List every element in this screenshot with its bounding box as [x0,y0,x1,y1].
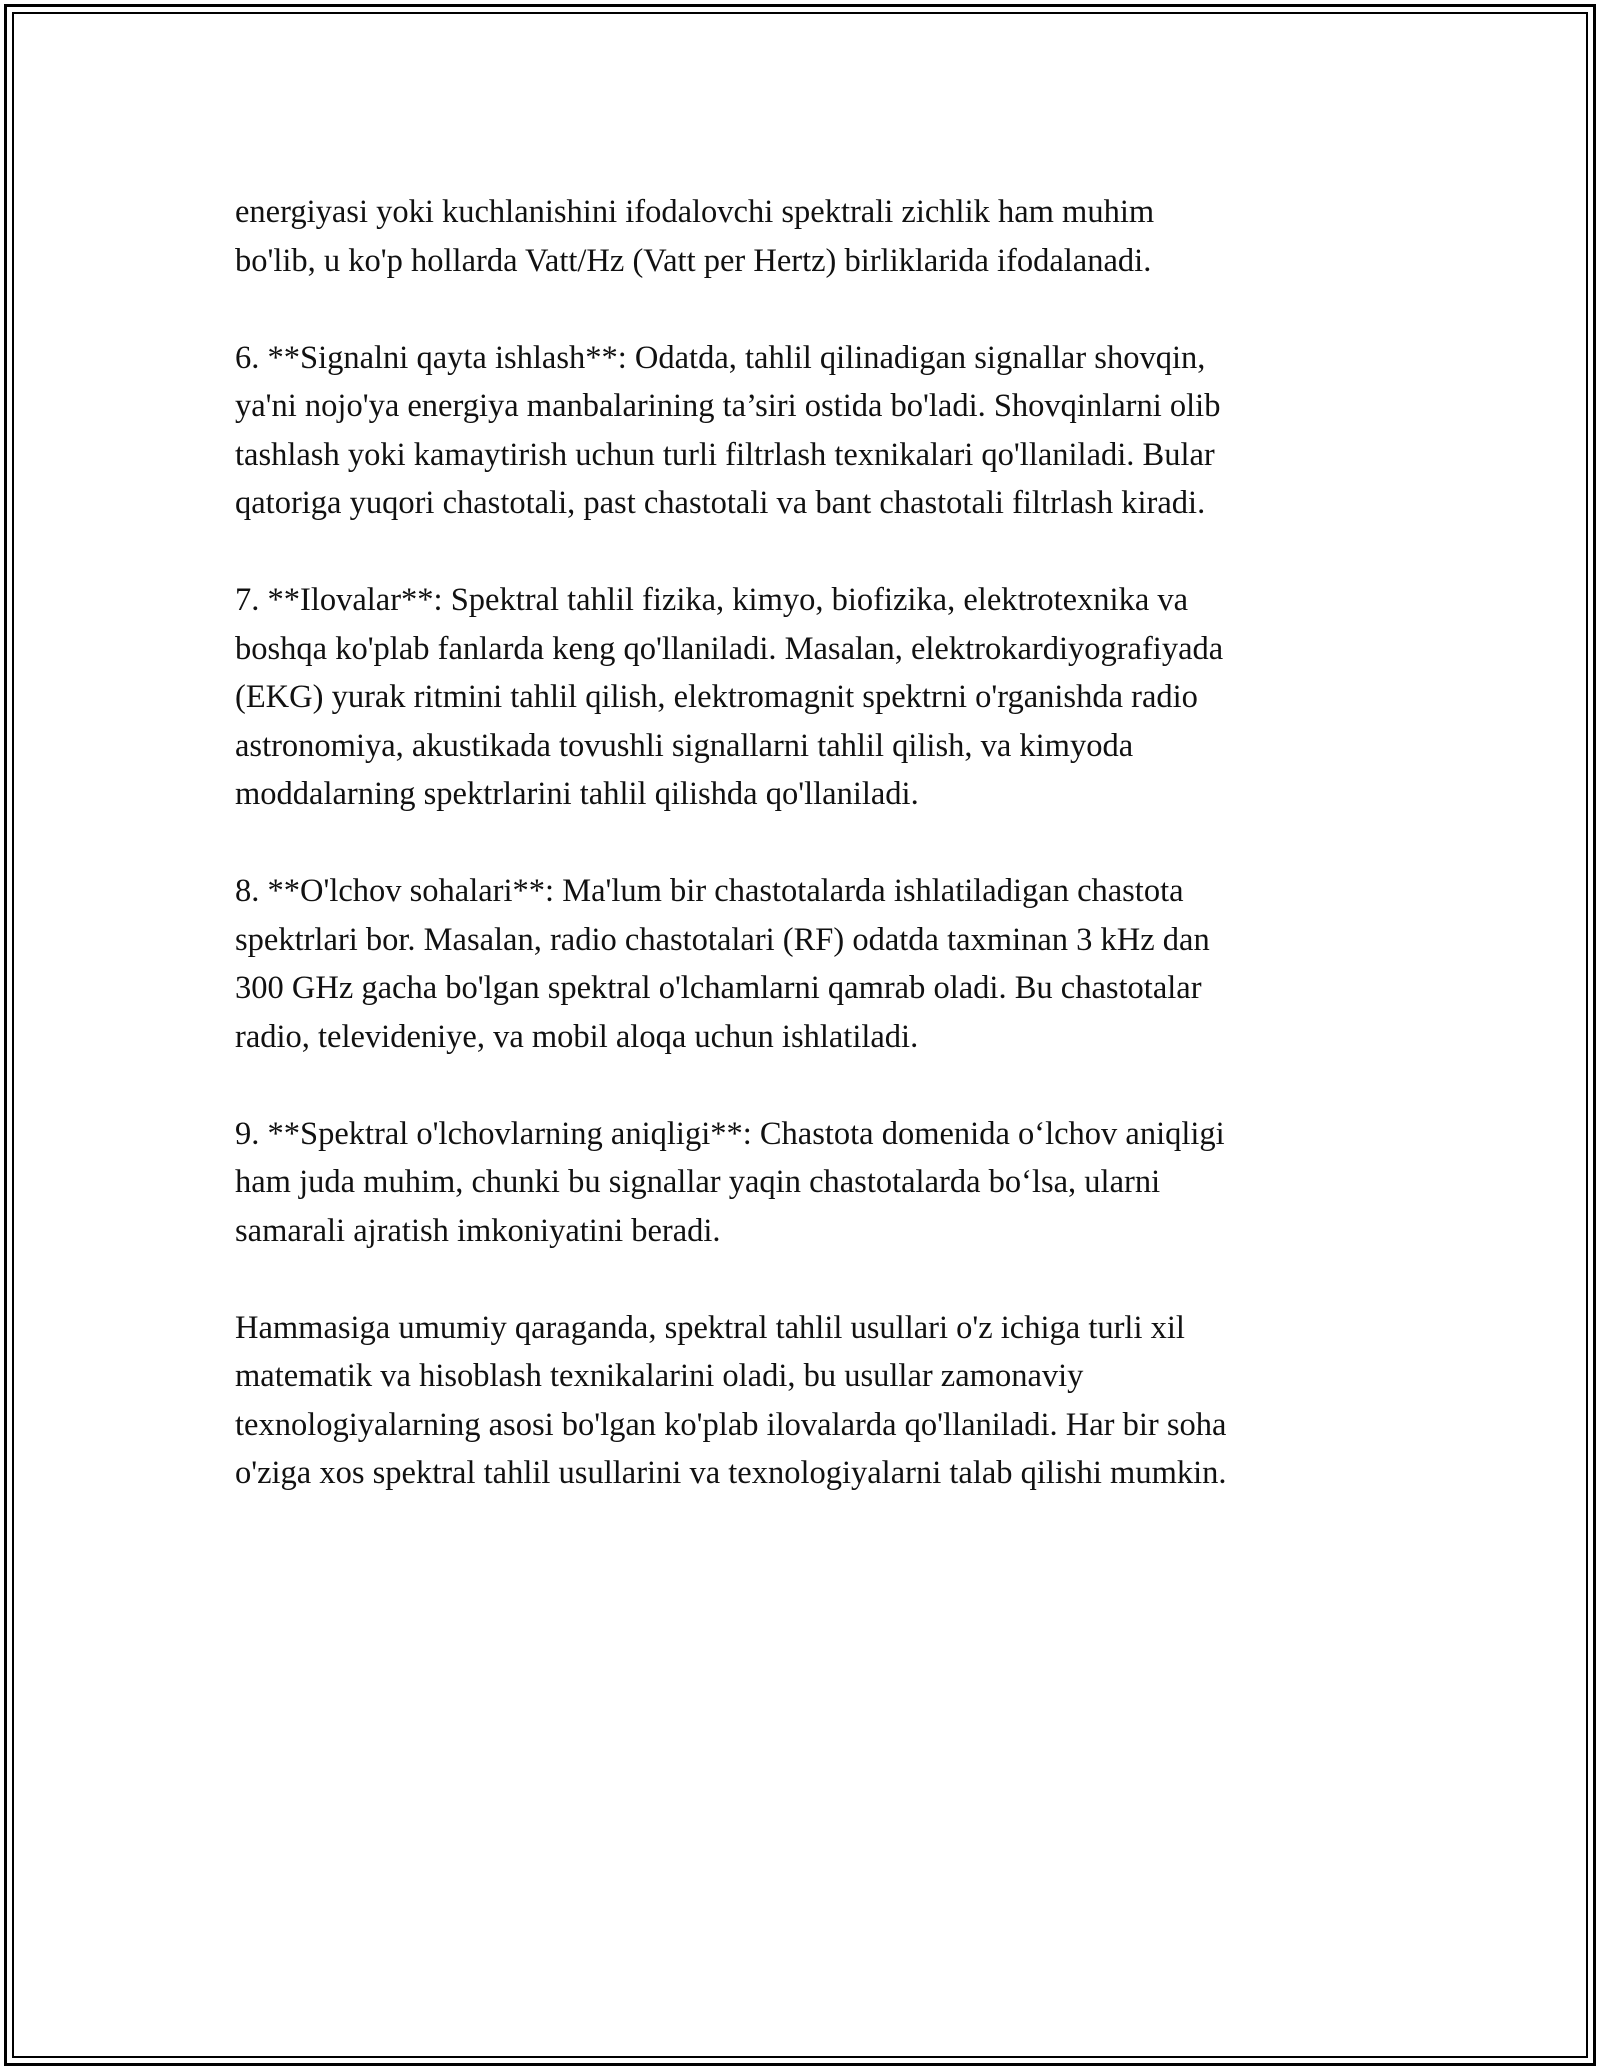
text-line: (EKG) yurak ritmini tahlil qilish, elektromagnit spektrni o'rganishda radio [235,679,1198,715]
text-line: 7. **Ilovalar**: Spektral tahlil fizika, kimyo, biofizika, elektrotexnika va [235,582,1189,618]
paragraph-measurement-accuracy [235,1110,1385,1256]
text-line: matematik va hisoblash texnikalarini oladi, bu usullar zamonaviy [235,1358,1084,1394]
text-line: spektrlari bor. Masalan, radio chastotalari (RF) odatda taxminan 3 kHz dan [235,921,1210,958]
text-line: tashlash yoki kamaytirish uchun turli filtrlash texnikalari qo'llaniladi. Bular [235,436,1215,473]
text-line: bo'lib, u ko'p hollarda Vatt/Hz (Vatt per Hertz) birliklarida ifodalanadi. [235,242,1152,279]
text-line: 300 GHz gacha bo'lgan spektral o'lchamlarni qamrab oladi. Bu chastotalar [235,970,1202,1006]
paragraph-signal-processing [235,334,1385,528]
text-line: Hammasiga umumiy qaraganda, spektral tahlil usullari o'z ichiga turli xil [235,1309,1185,1346]
paragraph-spectral-density [235,188,1385,285]
text-line: radio, televideniye, va mobil aloqa uchun ishlatiladi. [235,1018,919,1055]
text-line: energiyasi yoki kuchlanishini ifodalovchi spektrali zichlik ham muhim [235,194,1155,230]
text-line: samarali ajratish imkoniyatini beradi. [235,1212,721,1249]
text-line: texnologiyalarning asosi bo'lgan ko'plab ilovalarda qo'llaniladi. Har bir soha [235,1406,1227,1443]
text-line: moddalarning spektrlarini tahlil qilishda qo'llaniladi. [235,776,919,812]
paragraph-applications [235,576,1385,819]
text-line: boshqa ko'plab fanlarda keng qo'llaniladi. Masalan, elektrokardiyografiyada [235,630,1224,667]
paragraph-measurement-areas [235,867,1385,1061]
text-line: qatoriga yuqori chastotali, past chastotali va bant chastotali filtrlash kiradi. [235,485,1206,521]
text-line: ham juda muhim, chunki bu signallar yaqin chastotalarda bo‘lsa, ularni [235,1164,1161,1200]
text-line: astronomiya, akustikada tovushli signallarni tahlil qilish, va kimyoda [235,727,1134,764]
document-body [235,188,1385,1546]
text-line: ya'ni nojo'ya energiya manbalarining ta’siri ostida bo'ladi. Shovqinlarni olib [235,388,1221,424]
text-line: 6. **Signalni qayta ishlash**: Odatda, tahlil qilinadigan signallar shovqin, [235,339,1206,376]
text-line: 9. **Spektral o'lchovlarning aniqligi**: Chastota domenida o‘lchov aniqligi [235,1115,1225,1152]
text-line: 8. **O'lchov sohalari**: Ma'lum bir chastotalarda ishlatiladigan chastota [235,873,1184,909]
text-line: o'ziga xos spektral tahlil usullarini va texnologiyalarni talab qilishi mumkin. [235,1455,1227,1491]
paragraph-summary [235,1304,1385,1498]
